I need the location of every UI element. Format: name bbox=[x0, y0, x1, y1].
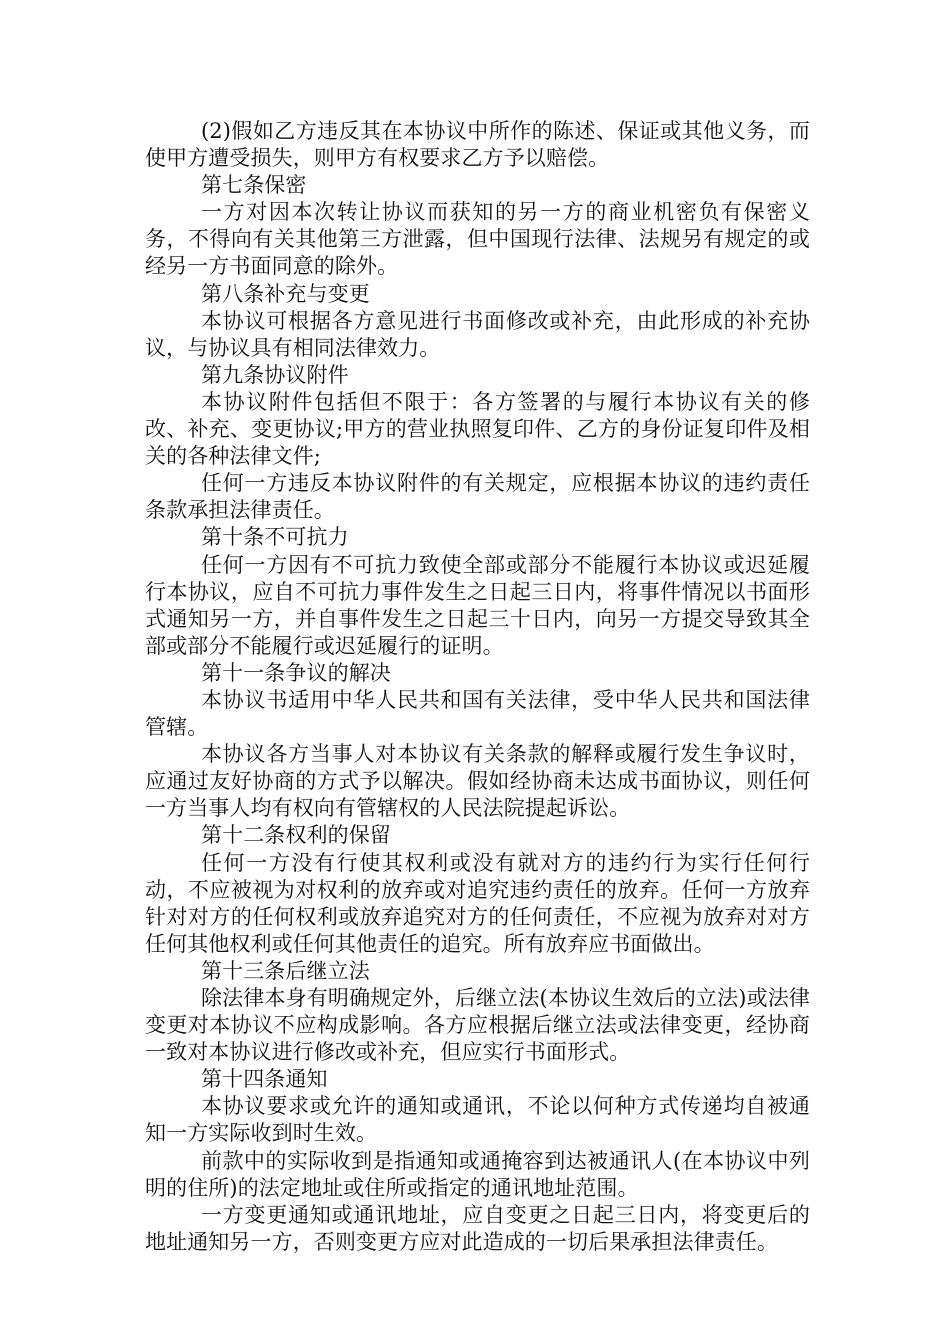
paragraph: 本协议可根据各方意见进行书面修改或补充，由此形成的补充协议，与协议具有相同法律效力。 bbox=[145, 308, 810, 360]
article-heading: 第七条保密 bbox=[201, 173, 307, 198]
article-heading: 第十三条后继立法 bbox=[201, 958, 370, 983]
article-heading: 第十二条权利的保留 bbox=[201, 823, 391, 848]
paragraph: 本协议各方当事人对本协议有关条款的解释或履行发生争议时，应通过友好协商的方式予以解决。假如经协商未达成书面协议，则任何一方当事人均有权向有管辖权的人民法院提起诉讼。 bbox=[145, 742, 810, 821]
paragraph: 除法律本身有明确规定外，后继立法(本协议生效后的立法)或法律变更对本协议不应构成影响。各方应根据后继立法或法律变更，经协商一致对本协议进行修改或补充，但应实行书面形式。 bbox=[145, 986, 810, 1065]
paragraph: 任何一方因有不可抗力致使全部或部分不能履行本协议或迟延履行本协议，应自不可抗力事件发生之日起三日内，将事件情况以书面形式通知另一方，并自事件发生之日起三十日内，向另一方提交导致其全部或部分不能履行或迟延履行的证明。 bbox=[145, 552, 810, 658]
paragraph: 本协议要求或允许的通知或通讯，不论以何种方式传递均自被通知一方实际收到时生效。 bbox=[145, 1094, 810, 1146]
paragraph: 任何一方违反本协议附件的有关规定，应根据本协议的违约责任条款承担法律责任。 bbox=[145, 471, 810, 523]
document-body bbox=[145, 118, 810, 1256]
paragraph: 前款中的实际收到是指通知或通掩容到达被通讯人(在本协议中列明的住所)的法定地址或住所或指定的通讯地址范围。 bbox=[145, 1148, 810, 1200]
article-heading: 第八条补充与变更 bbox=[201, 281, 370, 306]
paragraph: (2)假如乙方违反其在本协议中所作的陈述、保证或其他义务，而使甲方遭受损失，则甲方有权要求乙方予以赔偿。 bbox=[145, 119, 810, 171]
article-heading: 第九条协议附件 bbox=[201, 362, 349, 387]
paragraph: 一方对因本次转让协议而获知的另一方的商业机密负有保密义务，不得向有关其他第三方泄露，但中国现行法律、法规另有规定的或经另一方书面同意的除外。 bbox=[145, 200, 810, 279]
paragraph: 一方变更通知或通讯地址，应自变更之日起三日内，将变更后的地址通知另一方，否则变更方应对此造成的一切后果承担法律责任。 bbox=[145, 1202, 810, 1254]
paragraph: 任何一方没有行使其权利或没有就对方的违约行为实行任何行动，不应被视为对权利的放弃或对追究违约责任的放弃。任何一方放弃针对对方的任何权利或放弃追究对方的任何责任，不应视为放弃对对方任何其他权利或任何其他责任的追究。所有放弃应书面做出。 bbox=[145, 850, 810, 956]
article-heading: 第十一条争议的解决 bbox=[201, 660, 391, 685]
article-heading: 第十条不可抗力 bbox=[201, 525, 349, 550]
paragraph: 本协议附件包括但不限于：各方签署的与履行本协议有关的修改、补充、变更协议;甲方的营业执照复印件、乙方的身份证复印件及相关的各种法律文件; bbox=[145, 389, 810, 469]
paragraph: 本协议书适用中华人民共和国有关法律，受中华人民共和国法律管辖。 bbox=[145, 687, 810, 740]
article-heading: 第十四条通知 bbox=[201, 1067, 328, 1092]
